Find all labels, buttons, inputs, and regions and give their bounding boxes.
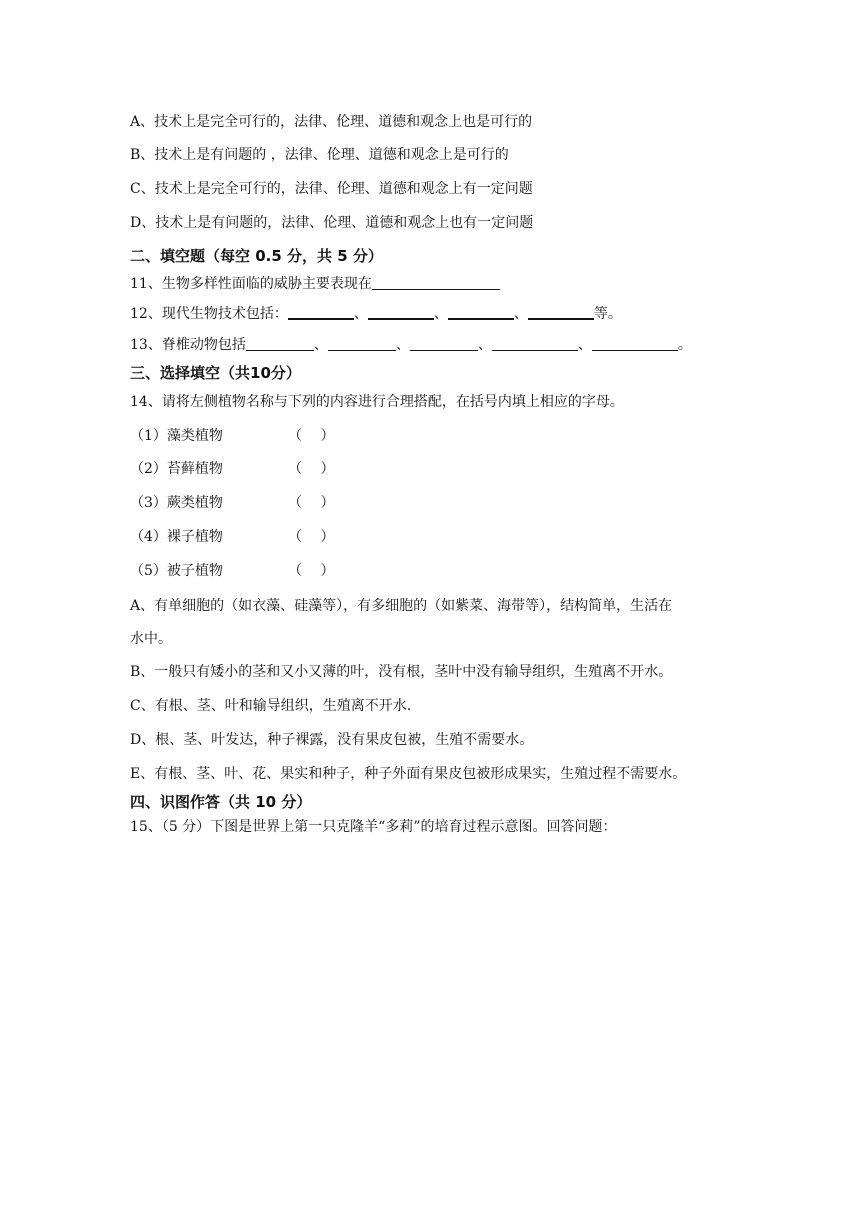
q12-blank-3[interactable] — [448, 303, 514, 320]
section2-heading: 二、填空题（每空 0.5 分，共 5 分） — [130, 247, 383, 265]
q12-sep-1: 、 — [353, 306, 368, 322]
q14-answer-paren-2[interactable]: （ ） — [288, 461, 335, 477]
q13-blank-5[interactable] — [592, 335, 678, 351]
q14-answer-paren-5[interactable]: （ ） — [288, 563, 335, 579]
q14-answer-paren-4[interactable]: （ ） — [288, 529, 335, 545]
q12-blank-4[interactable] — [528, 303, 594, 320]
q14-item-3-label: （3）蕨类植物 — [130, 495, 223, 511]
q13-sep-3: 、 — [477, 337, 492, 353]
q10-option-d: D、技术上是有问题的，法律、伦理、道德和观念上也有一定问题 — [130, 215, 534, 231]
q14-item-2 — [130, 459, 334, 479]
q14-item-5 — [130, 561, 334, 581]
q12-blank-2[interactable] — [368, 303, 434, 320]
q14-option-a-line1: A、有单细胞的（如衣藻、硅藻等），有多细胞的（如紫菜、海带等），结构简单，生活在 — [130, 598, 673, 614]
q10-option-b: B、技术上是有问题的 ，法律、伦理、道德和观念上是可行的 — [130, 147, 509, 163]
q15: 15、（5 分）下图是世界上第一只克隆羊“多莉”的培育过程示意图。回答问题： — [130, 819, 617, 835]
q13-prefix: 13、脊椎动物包括 — [130, 337, 246, 353]
q13-blank-2[interactable] — [328, 335, 396, 351]
section4-heading: 四、识图作答（共 10 分） — [130, 793, 312, 811]
q14-item-4-label: （4）裸子植物 — [130, 529, 223, 545]
q14-option-c: C、有根、茎、叶和输导组织，生殖离不开水. — [130, 698, 412, 714]
q13-sep-4: 、 — [577, 337, 592, 353]
q13 — [130, 335, 692, 355]
q14-item-3 — [130, 493, 334, 513]
q14-item-1 — [130, 426, 334, 446]
q14: 14、请将左侧植物名称与下列的内容进行合理搭配，在括号内填上相应的字母。 — [130, 394, 624, 410]
q14-option-e: E、有根、茎、叶、花、果实和种子，种子外面有果皮包被形成果实，生殖过程不需要水。 — [130, 766, 687, 782]
q12 — [130, 303, 622, 324]
q10-option-a: A、技术上是完全可行的，法律、伦理、道德和观念上也是可行的 — [130, 114, 533, 130]
section3-heading: 三、选择填空（共10分） — [130, 364, 301, 382]
q14-item-1-label: （1）藻类植物 — [130, 428, 223, 444]
q12-prefix: 12、现代生物技术包括： — [130, 306, 288, 322]
q13-blank-1[interactable] — [246, 335, 314, 351]
q14-answer-paren-3[interactable]: （ ） — [288, 495, 335, 511]
q14-item-4 — [130, 527, 334, 547]
q12-suffix: 等。 — [593, 306, 622, 322]
q10-option-c: C、技术上是完全可行的，法律、伦理、道德和观念上有一定问题 — [130, 181, 533, 197]
q14-answer-paren-1[interactable]: （ ） — [288, 428, 335, 444]
q14-option-d: D、根、茎、叶发达，种子裸露，没有果皮包被，生殖不需要水。 — [130, 732, 534, 748]
q13-end: 。 — [677, 337, 692, 353]
q14-item-2-label: （2）苔藓植物 — [130, 461, 223, 477]
q11-text: 11、生物多样性面临的威胁主要表现在 — [130, 276, 372, 292]
q14-option-b: B、一般只有矮小的茎和又小又薄的叶，没有根，茎叶中没有输导组织，生殖离不开水。 — [130, 664, 673, 680]
q12-blank-1[interactable] — [288, 303, 354, 320]
q13-sep-2: 、 — [395, 337, 410, 353]
q12-sep-3: 、 — [513, 306, 528, 322]
q14-item-5-label: （5）被子植物 — [130, 563, 223, 579]
q13-blank-3[interactable] — [410, 335, 478, 351]
q11 — [130, 274, 500, 294]
q13-sep-1: 、 — [313, 337, 328, 353]
q12-sep-2: 、 — [433, 306, 448, 322]
q11-blank[interactable] — [372, 274, 500, 290]
q13-blank-4[interactable] — [492, 335, 578, 351]
q14-option-a-line2: 水中。 — [130, 631, 172, 647]
